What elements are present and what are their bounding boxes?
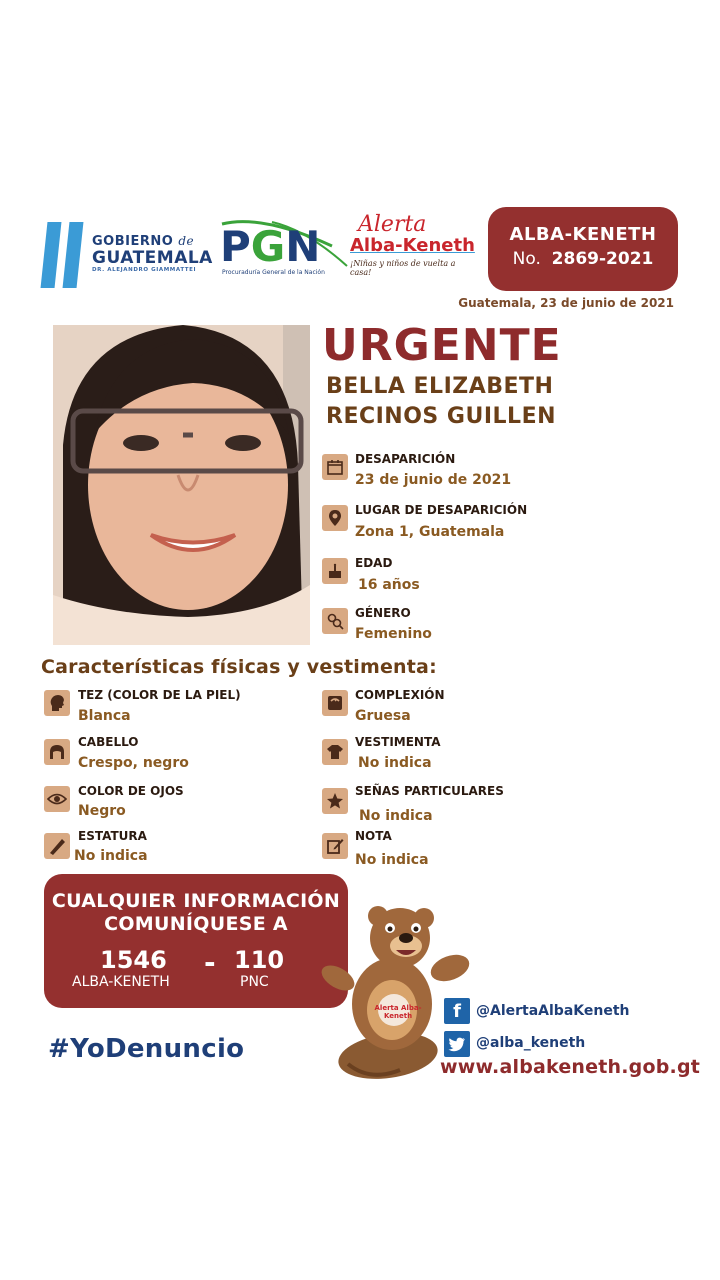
physical-label: ESTATURA	[78, 829, 147, 843]
government-logo-bars	[44, 222, 84, 288]
facebook-icon[interactable]: f	[444, 998, 470, 1024]
physical-characteristics-title: Características físicas y vestimenta:	[41, 656, 437, 678]
physical-value: Crespo, negro	[78, 755, 189, 771]
portrait-illustration	[53, 325, 310, 645]
physical-value: Blanca	[78, 708, 131, 724]
pnc-phone[interactable]: 110	[234, 946, 285, 974]
issue-date: Guatemala, 23 de junio de 2021	[458, 296, 674, 310]
shirt-icon	[322, 739, 348, 765]
location-pin-icon	[322, 505, 348, 531]
gov-line1: GOBIERNO de	[92, 234, 195, 249]
alert-number-badge	[488, 207, 678, 291]
physical-label: VESTIMENTA	[355, 735, 441, 749]
detail-value: Femenino	[355, 626, 432, 642]
alba-keneth-phone-label: ALBA-KENETH	[72, 974, 170, 990]
ruler-icon	[44, 833, 70, 859]
badge-number: No. 2869-2021	[512, 249, 654, 269]
physical-label: CABELLO	[78, 735, 139, 749]
name-line2: RECINOS GUILLEN	[326, 404, 557, 429]
gender-icon	[322, 608, 348, 634]
physical-value: Gruesa	[355, 708, 411, 724]
detail-label: GÉNERO	[355, 606, 411, 620]
missing-person-photo	[53, 325, 310, 645]
physical-label: SEÑAS PARTICULARES	[355, 784, 504, 798]
physical-label: NOTA	[355, 829, 392, 843]
name-line1: BELLA ELIZABETH	[326, 374, 554, 399]
detail-label: DESAPARICIÓN	[355, 452, 456, 466]
missing-person-name	[326, 372, 556, 432]
detail-value: 16 años	[358, 577, 420, 593]
contact-info-box	[44, 874, 348, 1008]
physical-label: COMPLEXIÓN	[355, 688, 445, 702]
scale-icon	[322, 690, 348, 716]
note-icon	[322, 833, 348, 859]
twitter-handle[interactable]: @alba_keneth	[476, 1035, 586, 1051]
gov-line2: GUATEMALA	[92, 248, 213, 268]
urgent-heading: URGENTE	[322, 320, 562, 371]
physical-value: No indica	[359, 808, 433, 824]
pgn-logo: PGN	[220, 222, 321, 271]
contact-heading: CUALQUIER INFORMACIÓN COMUNÍQUESE A	[51, 890, 341, 935]
hashtag: #YoDenuncio	[48, 1034, 245, 1064]
physical-value: No indica	[74, 848, 148, 864]
alerta-tagline: ¡Niñas y niños de vuelta a casa!	[350, 259, 456, 277]
detail-value: Zona 1, Guatemala	[355, 524, 505, 540]
calendar-icon	[322, 454, 348, 480]
detail-value: 23 de junio de 2021	[355, 472, 512, 488]
gov-line3: DR. ALEJANDRO GIAMMATTEI	[92, 267, 197, 273]
birthday-cake-icon	[322, 558, 348, 584]
physical-value: No indica	[358, 755, 432, 771]
hair-icon	[44, 739, 70, 765]
physical-label: TEZ (COLOR DE LA PIEL)	[78, 688, 241, 702]
detail-label: EDAD	[355, 556, 393, 570]
physical-label: COLOR DE OJOS	[78, 784, 184, 798]
alerta-line2: Alba-Keneth	[350, 235, 475, 256]
phone-separator: -	[204, 946, 216, 979]
alba-keneth-phone[interactable]: 1546	[100, 946, 167, 974]
website-link[interactable]: www.albakeneth.gob.gt	[440, 1056, 701, 1078]
alerta-line1: Alerta	[358, 212, 427, 237]
government-logo-text	[92, 234, 213, 273]
pnc-phone-label: PNC	[240, 974, 269, 990]
twitter-icon[interactable]	[444, 1031, 470, 1057]
head-profile-icon	[44, 690, 70, 716]
detail-label: LUGAR DE DESAPARICIÓN	[355, 503, 528, 517]
bear-badge-text: Alerta Alba-Keneth	[374, 1004, 422, 1020]
star-icon	[322, 788, 348, 814]
physical-value: No indica	[355, 852, 429, 868]
eye-icon	[44, 786, 70, 812]
badge-title: ALBA-KENETH	[509, 224, 657, 245]
alerta-logo	[350, 214, 475, 277]
pgn-subtitle: Procuraduría General de la Nación	[222, 269, 325, 276]
facebook-handle[interactable]: @AlertaAlbaKeneth	[476, 1003, 630, 1019]
physical-value: Negro	[78, 803, 126, 819]
